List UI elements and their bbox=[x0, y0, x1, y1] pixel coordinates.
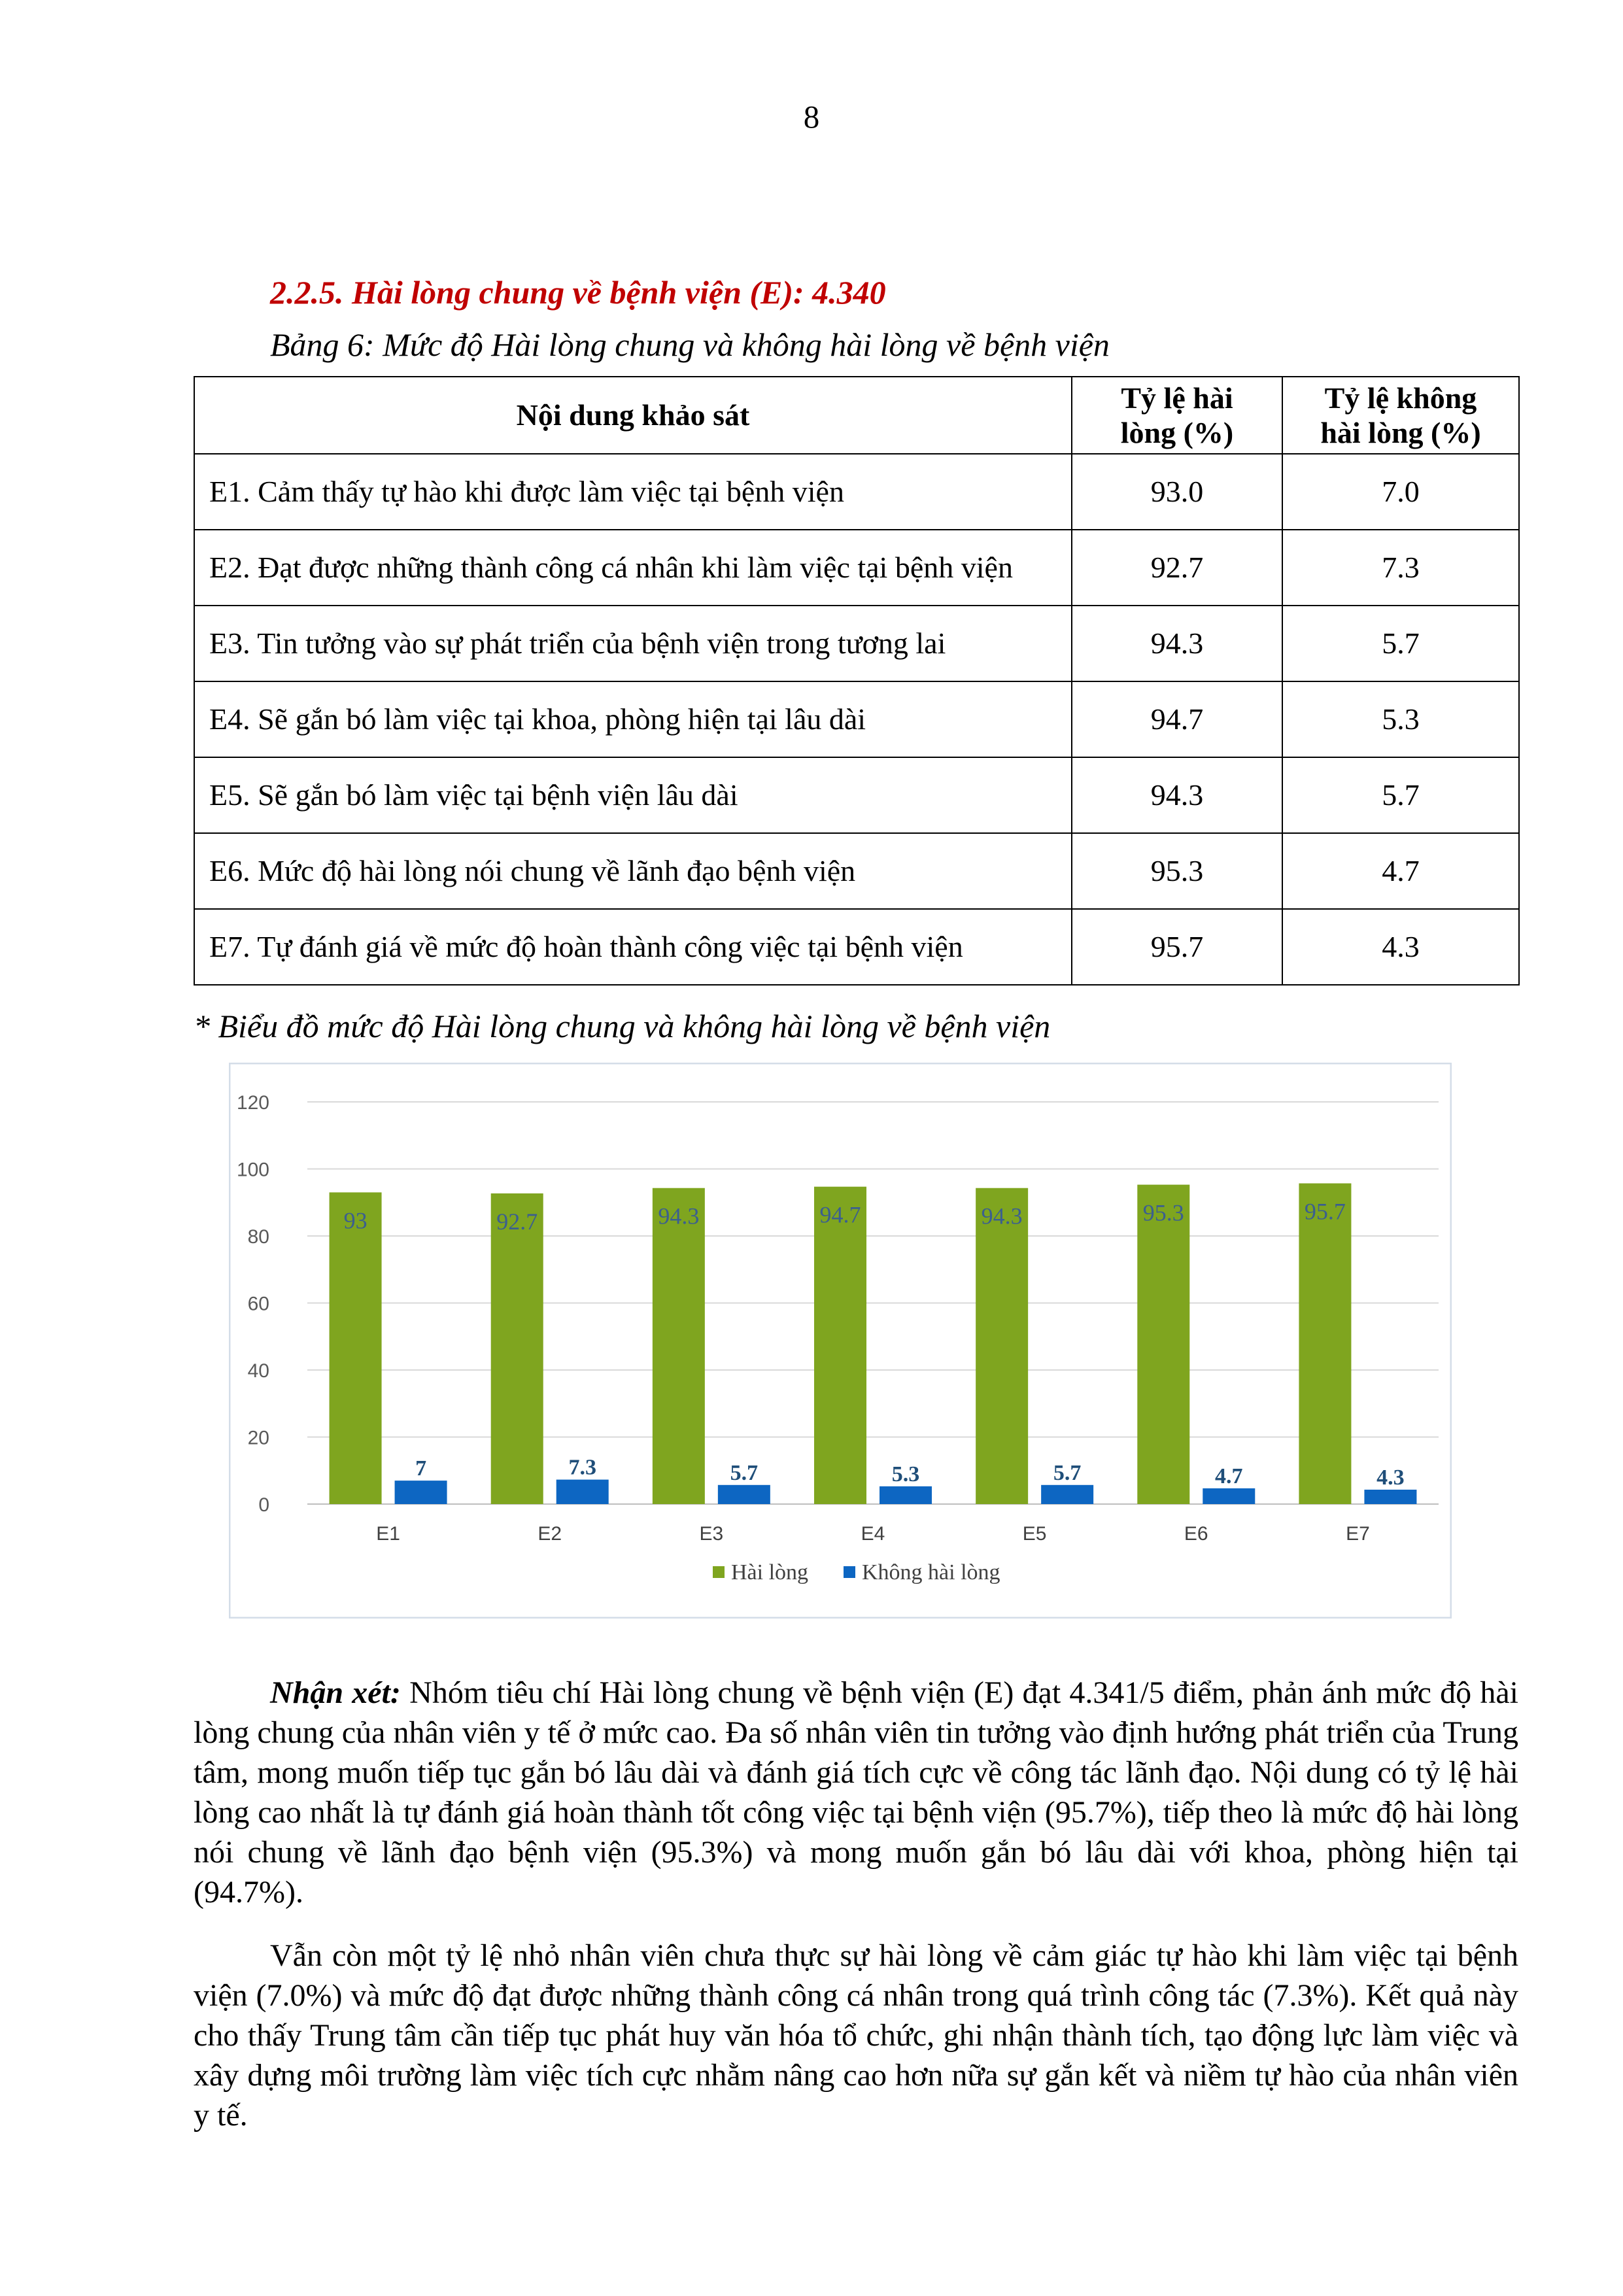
table-header-row bbox=[194, 377, 1519, 454]
chart-caption: * Biểu đồ mức độ Hài lòng chung và không hài lòng về bệnh viện bbox=[194, 1008, 1051, 1044]
comment-lead: Nhận xét: bbox=[270, 1675, 401, 1710]
table-row bbox=[194, 530, 1519, 606]
data-label-unsatisfied: 4.7 bbox=[1215, 1464, 1243, 1488]
header-unsatisfied-line1: Tỷ lệ không bbox=[1324, 381, 1477, 415]
data-label-unsatisfied: 5.3 bbox=[891, 1462, 920, 1486]
table-row bbox=[194, 454, 1519, 530]
bar-unsatisfied bbox=[1364, 1490, 1416, 1504]
comment-paragraph bbox=[194, 1673, 1518, 1912]
x-tick-label: E1 bbox=[376, 1523, 400, 1545]
chart-svg bbox=[229, 1063, 1452, 1619]
row-unsatisfied: 4.7 bbox=[1282, 833, 1519, 909]
y-tick-label: 40 bbox=[247, 1360, 269, 1382]
row-satisfied: 95.3 bbox=[1072, 833, 1282, 909]
y-tick-label: 60 bbox=[247, 1293, 269, 1315]
row-content: E3. Tin tưởng vào sự phát triển của bệnh viện trong tương lai bbox=[194, 606, 1072, 681]
bar-satisfied bbox=[814, 1187, 866, 1504]
bar-satisfied bbox=[1137, 1185, 1189, 1504]
table-row bbox=[194, 909, 1519, 985]
conclusion-paragraph bbox=[194, 1936, 1518, 2135]
bar-unsatisfied bbox=[556, 1480, 609, 1504]
y-tick-label: 20 bbox=[247, 1427, 269, 1449]
row-unsatisfied: 7.3 bbox=[1282, 530, 1519, 606]
table-row bbox=[194, 681, 1519, 757]
row-content: E7. Tự đánh giá về mức độ hoàn thành công việc tại bệnh viện bbox=[194, 909, 1072, 985]
section-heading: 2.2.5. Hài lòng chung về bệnh viện (E): 4.340 bbox=[270, 274, 886, 311]
data-label-satisfied: 94.3 bbox=[981, 1203, 1023, 1229]
header-satisfied-line1: Tỷ lệ hài bbox=[1121, 381, 1233, 415]
bar-chart bbox=[229, 1063, 1452, 1619]
data-label-unsatisfied: 7 bbox=[415, 1456, 427, 1481]
bar-unsatisfied bbox=[880, 1486, 932, 1504]
conclusion-text: Vẫn còn một tỷ lệ nhỏ nhân viên chưa thực sự hài lòng về cảm giác tự hào khi làm việc tại bệnh viện (7.0%) và mức độ đạt được những thành công cá nhân trong quá trình công tác (7.3%). Kết quả này cho thấy Trung tâm cần tiếp tục phát huy văn hóa tổ chức, ghi nhận thành tích, tạo động lực làm việc và xây dựng môi trường làm việc tích cực nhằm nâng cao hơn nữa sự gắn kết và niềm tự hào của nhân viên y tế. bbox=[194, 1938, 1518, 2133]
row-content: E2. Đạt được những thành công cá nhân khi làm việc tại bệnh viện bbox=[194, 530, 1072, 606]
row-satisfied: 93.0 bbox=[1072, 454, 1282, 530]
row-satisfied: 95.7 bbox=[1072, 909, 1282, 985]
table-row bbox=[194, 606, 1519, 681]
bar-satisfied bbox=[330, 1192, 382, 1504]
data-label-satisfied: 93 bbox=[343, 1207, 367, 1234]
header-satisfied bbox=[1072, 377, 1282, 454]
table-row bbox=[194, 833, 1519, 909]
y-tick-label: 120 bbox=[236, 1092, 269, 1114]
legend-swatch-satisfied bbox=[713, 1566, 725, 1578]
legend-swatch-unsatisfied bbox=[844, 1566, 855, 1578]
data-label-satisfied: 95.3 bbox=[1142, 1199, 1184, 1226]
legend-label-unsatisfied: Không hài lòng bbox=[862, 1560, 1000, 1585]
bar-satisfied bbox=[976, 1188, 1028, 1504]
x-tick-label: E3 bbox=[699, 1523, 724, 1545]
row-satisfied: 94.3 bbox=[1072, 757, 1282, 833]
bar-unsatisfied bbox=[395, 1481, 447, 1504]
header-content: Nội dung khảo sát bbox=[194, 377, 1072, 454]
row-content: E4. Sẽ gắn bó làm việc tại khoa, phòng hiện tại lâu dài bbox=[194, 681, 1072, 757]
x-tick-label: E6 bbox=[1184, 1523, 1208, 1545]
row-satisfied: 94.3 bbox=[1072, 606, 1282, 681]
legend-label-satisfied: Hài lòng bbox=[731, 1560, 809, 1585]
data-label-satisfied: 95.7 bbox=[1304, 1198, 1346, 1225]
row-unsatisfied: 7.0 bbox=[1282, 454, 1519, 530]
header-satisfied-line2: lòng (%) bbox=[1120, 416, 1234, 449]
header-unsatisfied bbox=[1282, 377, 1519, 454]
data-label-unsatisfied: 4.3 bbox=[1376, 1465, 1405, 1490]
data-label-satisfied: 94.3 bbox=[658, 1203, 700, 1229]
row-content: E5. Sẽ gắn bó làm việc tại bệnh viện lâu dài bbox=[194, 757, 1072, 833]
x-tick-label: E4 bbox=[861, 1523, 885, 1545]
y-tick-label: 80 bbox=[247, 1226, 269, 1248]
bar-satisfied bbox=[491, 1193, 543, 1504]
row-unsatisfied: 5.7 bbox=[1282, 606, 1519, 681]
x-tick-label: E5 bbox=[1022, 1523, 1047, 1545]
bar-unsatisfied bbox=[718, 1485, 770, 1504]
x-tick-label: E2 bbox=[538, 1523, 562, 1545]
page-number: 8 bbox=[803, 99, 820, 135]
row-unsatisfied: 4.3 bbox=[1282, 909, 1519, 985]
table-row bbox=[194, 757, 1519, 833]
bar-satisfied bbox=[1299, 1184, 1351, 1504]
y-tick-label: 0 bbox=[258, 1494, 269, 1516]
row-unsatisfied: 5.3 bbox=[1282, 681, 1519, 757]
bar-unsatisfied bbox=[1041, 1485, 1093, 1504]
header-unsatisfied-line2: hài lòng (%) bbox=[1320, 416, 1481, 449]
x-tick-label: E7 bbox=[1346, 1523, 1370, 1545]
row-satisfied: 92.7 bbox=[1072, 530, 1282, 606]
bar-unsatisfied bbox=[1203, 1488, 1255, 1504]
survey-table bbox=[194, 376, 1520, 985]
row-satisfied: 94.7 bbox=[1072, 681, 1282, 757]
data-label-unsatisfied: 7.3 bbox=[568, 1455, 596, 1480]
row-content: E1. Cảm thấy tự hào khi được làm việc tại bệnh viện bbox=[194, 454, 1072, 530]
comment-text: Nhóm tiêu chí Hài lòng chung về bệnh viện (E) đạt 4.341/5 điểm, phản ánh mức độ hài lòng chung của nhân viên y tế ở mức cao. Đa số nhân viên tin tưởng vào định hướng phát triển của Trung tâm, mong muốn tiếp tục gắn bó lâu dài và đánh giá tích cực về công tác lãnh đạo. Nội dung có tỷ lệ hài lòng cao nhất là tự đánh giá hoàn thành tốt công việc tại bệnh viện (95.7%), tiếp theo là mức độ hài lòng nói chung về lãnh đạo bệnh viện (95.3%) và mong muốn gắn bó lâu dài với khoa, phòng hiện tại (94.7%). bbox=[194, 1675, 1518, 1910]
data-label-unsatisfied: 5.7 bbox=[730, 1460, 759, 1485]
y-tick-label: 100 bbox=[236, 1159, 269, 1181]
bar-satisfied bbox=[653, 1188, 705, 1504]
data-label-unsatisfied: 5.7 bbox=[1053, 1460, 1082, 1485]
table-caption: Bảng 6: Mức độ Hài lòng chung và không hài lòng về bệnh viện bbox=[270, 326, 1110, 363]
data-label-satisfied: 92.7 bbox=[496, 1208, 538, 1235]
row-content: E6. Mức độ hài lòng nói chung về lãnh đạo bệnh viện bbox=[194, 833, 1072, 909]
row-unsatisfied: 5.7 bbox=[1282, 757, 1519, 833]
data-label-satisfied: 94.7 bbox=[819, 1201, 861, 1228]
